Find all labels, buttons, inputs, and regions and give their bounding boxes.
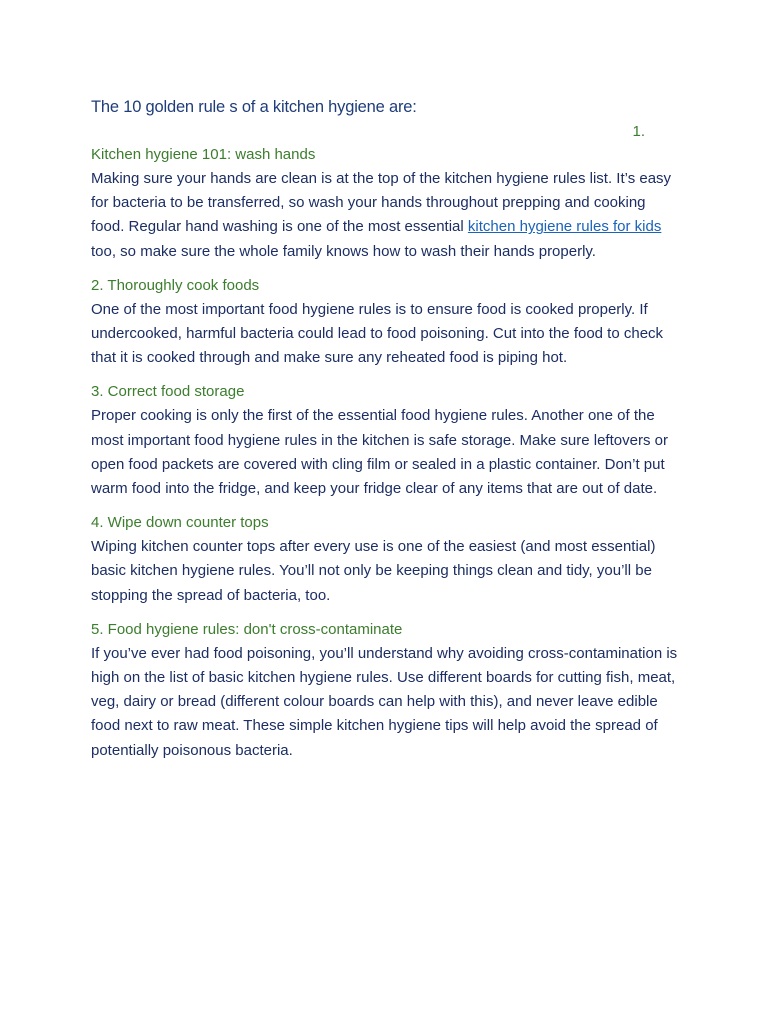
section-body: Wiping kitchen counter tops after every use is one of the easiest (and most essential) basic kitchen hygiene rules. You’ll not only be keeping things clean and tidy, you’ll be stopping the spread of bacteria, too. bbox=[91, 538, 656, 604]
section-heading: 2. Thoroughly cook foods bbox=[91, 276, 260, 294]
section-body: If you’ve ever had food poisoning, you’ll understand why avoiding cross-contamination is high on the list of basic kitchen hygiene rules. Use different boards for cutting fish, meat, veg, dairy or bread (different colour boards can help with this), and never leave edible food next to raw meat. These simple kitchen hygiene tips will help avoid the spread of potentially poisonous bacteria. bbox=[91, 644, 678, 759]
section-heading: 4. Wipe down counter tops bbox=[91, 514, 269, 532]
section-cross-contaminate bbox=[91, 618, 681, 763]
document-title: The 10 golden rule s of a kitchen hygiene are: bbox=[91, 98, 417, 116]
section-cook-foods bbox=[91, 274, 681, 371]
document-content bbox=[91, 96, 681, 773]
section-food-storage bbox=[91, 380, 681, 501]
section-body: Proper cooking is only the first of the essential food hygiene rules. Another one of the most important food hygiene rules in the kitchen is safe storage. Make sure leftovers or open food packets are covered with cling film or sealed in a plastic container. Don’t put warm food into the fridge, and keep your fridge clear of any items that are out of date. bbox=[91, 407, 668, 498]
section-body: One of the most important food hygiene rules is to ensure food is cooked properly. If undercooked, harmful bacteria could lead to food poisoning. Cut into the food to check that it is cooked through and make sure any reheated food is piping hot. bbox=[91, 300, 664, 367]
section-body bbox=[91, 167, 681, 264]
kitchen-hygiene-rules-for-kids-link[interactable]: kitchen hygiene rules for kids bbox=[467, 218, 662, 236]
section-heading: 5. Food hygiene rules: don't cross-contaminate bbox=[91, 620, 403, 638]
section-body-text: Making sure your hands are clean is at the top of the kitchen hygiene rules list. It’s easy for bacteria to be transferred, so wash your hands throughout prepping and cooking food. Regular hand washing is one of the most essential bbox=[91, 170, 672, 236]
section-body-text: too, so make sure the whole family knows how to wash their hands properly. bbox=[91, 242, 596, 260]
section-wash-hands bbox=[91, 143, 681, 264]
section-counter-tops bbox=[91, 511, 681, 608]
section-heading: Kitchen hygiene 101: wash hands bbox=[91, 146, 316, 163]
list-number-1: 1. bbox=[632, 123, 645, 140]
section-heading: 3. Correct food storage bbox=[91, 383, 245, 401]
